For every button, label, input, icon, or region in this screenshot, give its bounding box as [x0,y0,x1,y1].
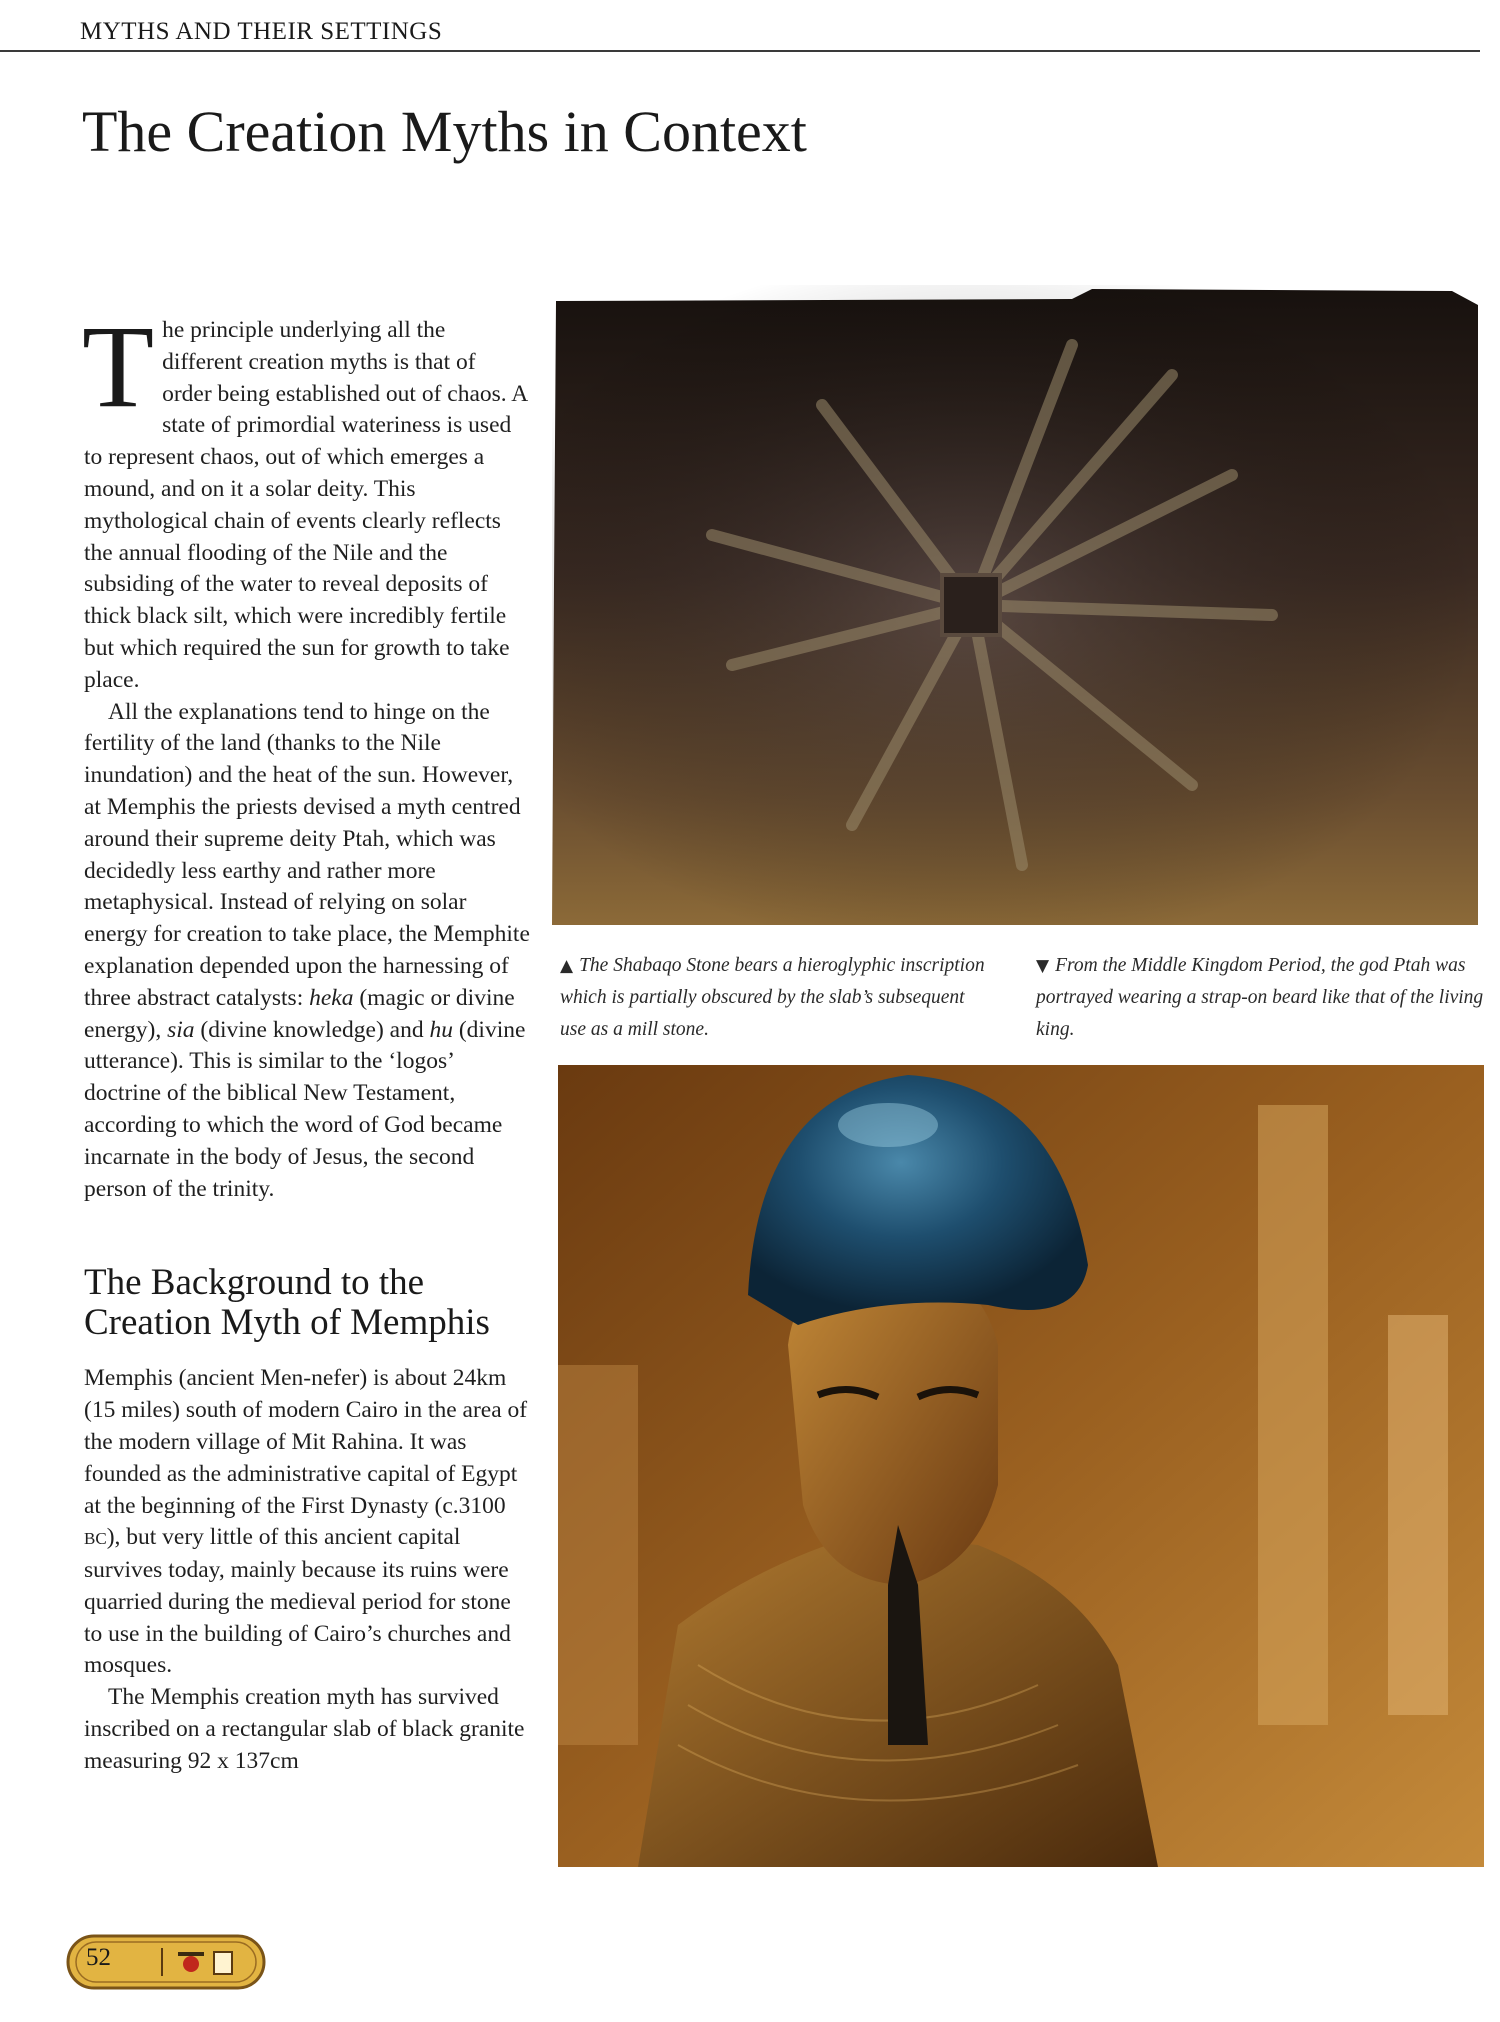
paragraph-slab: The Memphis creation myth has survived inscribed on a rectangular slab of black granite measuring 92 x 137cm [84,1684,525,1774]
term-sia: sia [167,1016,195,1043]
section-subheading: The Background to the Creation Myth of Memphis [84,1262,490,1344]
paragraph-intro-text: he principle underlying all the different creation myths is that of order being established out of chaos. A state of primordial wateriness is used to represent chaos, out of which emerges a mound, and on it a solar deity. This mythological chain of events clearly reflects the annual flooding of the Nile and the subsiding of the water to reveal deposits of thick black silt, which were incredibly fertile but which required the sun for growth to take place. [84,317,527,693]
page-number-cartouche [66,1934,266,1990]
running-head: MYTHS AND THEIR SETTINGS [80,18,443,45]
term-hu: hu [429,1016,453,1043]
body-column [82,301,530,1778]
page-title: The Creation Myths in Context [82,99,807,164]
paragraph-memphis-text-a: Memphis (ancient Men-nefer) is about 24km (15 miles) south of modern Cairo in the area of the modern village of Mit Rahina. It was founded as the administrative capital of Egypt at the beginning of the First Dynasty (c.3100 [84,1365,528,1519]
paragraph-memphite-text-a: All the explanations tend to hinge on the fertility of the land (thanks to the Nile inundation) and the heat of the sun. However, at Memphis the priests devised a myth centred around their supreme deity Ptah, which was decidedly less earthy and rather more metaphysical. Instead of relying on solar energy for creation to take place, the Memphite explanation depended upon the harnessing of three abstract catalysts: [84,698,530,1011]
paragraph-memphis [84,1363,530,1682]
page-number: 52 [86,1944,111,1971]
paragraph-memphite [84,697,530,1206]
triangle-down-icon: ▼ [1036,956,1050,976]
caption-shabaqo [560,950,990,1046]
paragraph-intro [82,301,530,697]
paragraph-memphis-text-b: ), but very little of this ancient capital survives today, mainly because its ruins were quarried during the medieval period for stone to use in the building of Cairo’s churches and mosques. [84,1524,511,1679]
shabaqo-stone-photo [552,285,1478,925]
caption-ptah [1036,950,1486,1046]
drop-cap: T [82,301,155,432]
paragraph-memphite-text-d: (divine utterance). This is similar to the ‘logos’ doctrine of the biblical New Testament, according to which the word of God became incarnate in the body of Jesus, the second person of the trinity. [84,1016,526,1202]
era-bc: BC [84,1529,107,1549]
paragraph-memphite-text-b: (magic or divine energy), [84,984,515,1043]
triangle-up-icon: ▲ [560,956,574,976]
ptah-statue-photo [558,1065,1484,1867]
header-rule [0,50,1480,52]
paragraph-memphite-text-c: (divine knowledge) and [194,1016,430,1043]
term-heka: heka [309,984,354,1011]
caption-shabaqo-text: The Shabaqo Stone bears a hieroglyphic inscription which is partially obscured by the slab’s subsequent use as a mill stone. [560,955,985,1040]
caption-ptah-text: From the Middle Kingdom Period, the god Ptah was portrayed wearing a strap-on beard like that of the living king. [1036,955,1484,1040]
